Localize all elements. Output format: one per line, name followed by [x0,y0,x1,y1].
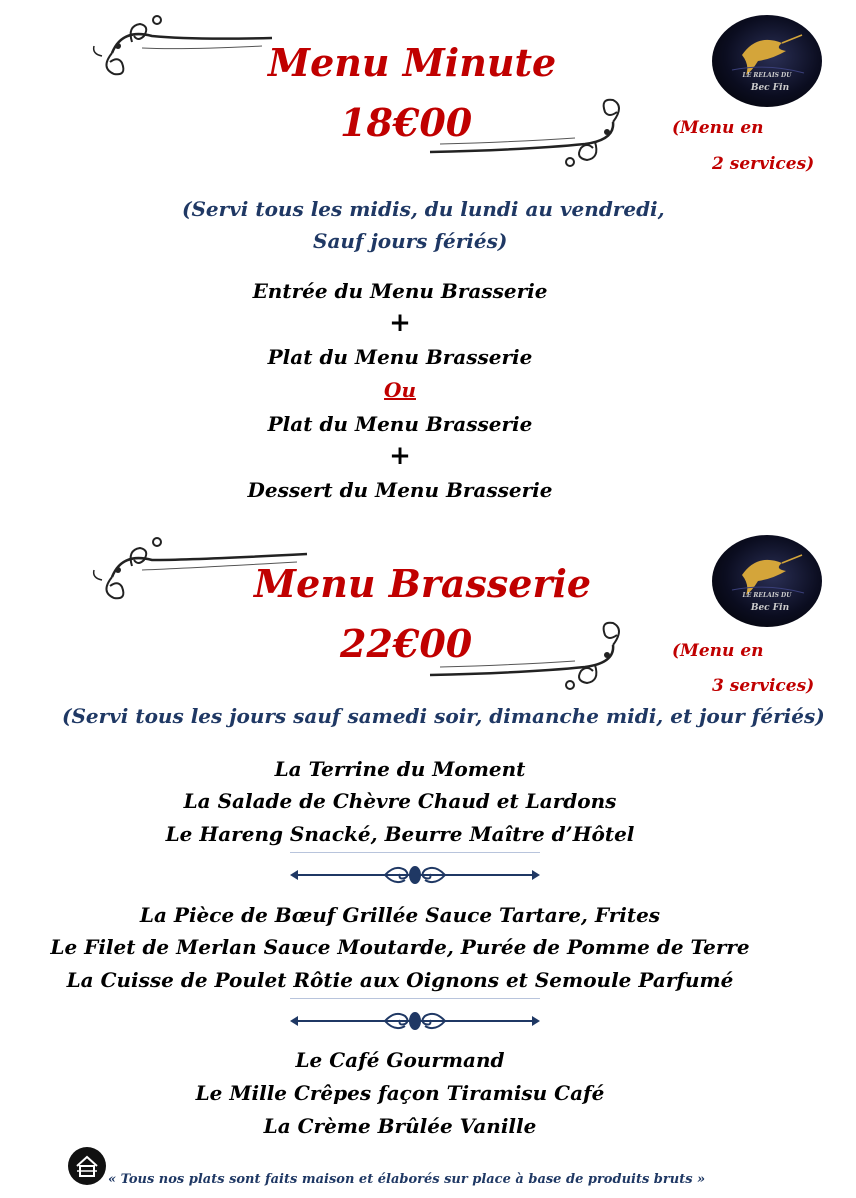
menu-brasserie-note-line2: 3 services) [712,676,815,696]
svg-text:LE RELAIS DU: LE RELAIS DU [742,592,792,599]
menu-brasserie-served: (Servi tous les jours sauf samedi soir, dimanche midi, et jour fériés) [62,704,825,728]
section-underline [290,998,540,999]
menu-brasserie-entree: Le Hareng Snacké, Beurre Maître d’Hôtel [165,822,635,846]
menu-brasserie-plat: Le Filet de Merlan Sauce Moutarde, Purée de Pomme de Terre [50,935,750,959]
flourish-icon [425,92,645,172]
hummingbird-logo-icon [712,15,822,107]
menu-minute-plat: Plat du Menu Brasserie [267,345,533,369]
footer-note: « Tous nos plats sont faits maison et élaborés sur place à base de produits bruts » [108,1172,706,1187]
menu-minute-note-line2: 2 services) [712,154,815,174]
menu-brasserie-entree: La Terrine du Moment [274,757,526,781]
flourish-icon [425,615,645,695]
menu-minute-served-line1: (Servi tous les midis, du lundi au vendredi, [182,197,665,221]
flourish-icon [82,8,282,88]
svg-text:Bec Fin: Bec Fin [750,83,790,93]
divider-ornament-icon [290,1008,540,1034]
menu-brasserie-entree: La Salade de Chèvre Chaud et Lardons [183,789,617,813]
section-underline [290,852,540,853]
menu-minute-plat: Plat du Menu Brasserie [267,412,533,436]
hummingbird-logo-icon [712,535,822,627]
menu-brasserie-price: 22€00 [340,621,473,666]
menu-minute-ou [0,378,800,402]
menu-minute-entree: Entrée du Menu Brasserie [252,279,548,303]
menu-minute-served-line2: Sauf jours fériés) [313,229,508,253]
svg-text:Bec Fin: Bec Fin [750,603,790,613]
menu-minute-note-line1: (Menu en [672,118,764,138]
menu-minute-plus: + [389,308,411,338]
menu-minute-price: 18€00 [340,100,473,145]
menu-minute-dessert: Dessert du Menu Brasserie [247,478,553,502]
menu-minute-plus: + [389,441,411,471]
menu-brasserie-dessert: Le Café Gourmand [295,1048,505,1072]
divider-ornament-icon [290,862,540,888]
menu-brasserie-dessert: La Crème Brûlée Vanille [263,1114,537,1138]
menu-brasserie-title: Menu Brasserie [254,561,592,606]
svg-text:LE RELAIS DU: LE RELAIS DU [742,72,792,79]
menu-minute-title: Menu Minute [268,40,557,85]
menu-brasserie-dessert: Le Mille Crêpes façon Tiramisu Café [195,1081,605,1105]
menu-brasserie-plat: La Pièce de Bœuf Grillée Sauce Tartare, Frites [139,903,661,927]
homemade-house-icon [67,1146,107,1186]
menu-minute-ou-label: Ou [384,378,416,402]
menu-brasserie-note-line1: (Menu en [672,641,764,661]
menu-brasserie-plat: La Cuisse de Poulet Rôtie aux Oignons et Semoule Parfumé [66,968,734,992]
